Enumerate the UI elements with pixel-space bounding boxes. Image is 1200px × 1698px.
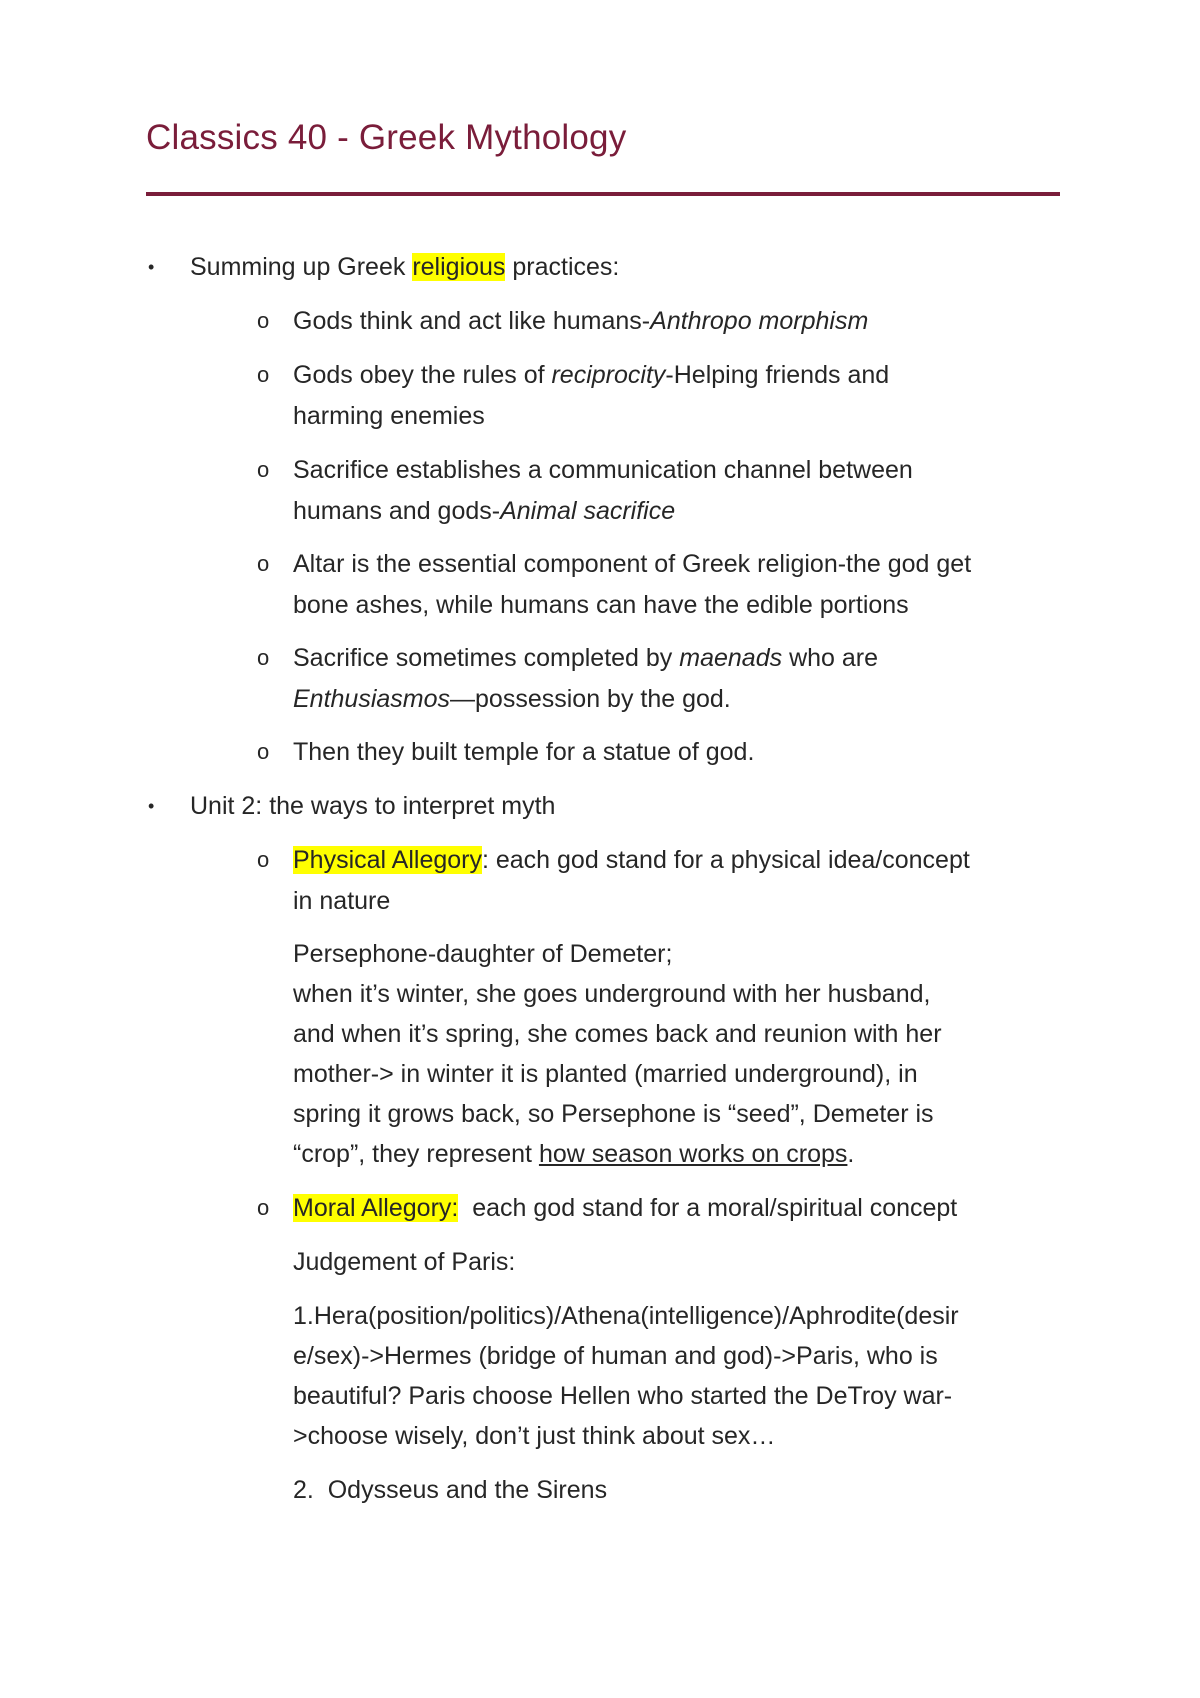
list-item: Physical Allegory: each god stand for a physical idea/concept [293, 846, 970, 874]
list-item-continuation: bone ashes, while humans can have the edible portions [293, 591, 909, 619]
paragraph-line: 1.Hera(position/politics)/Athena(intelligence)/Aphrodite(desir [293, 1302, 959, 1330]
paragraph-line: and when it’s spring, she comes back and reunion with her [293, 1020, 942, 1048]
paragraph-line: when it’s winter, she goes underground with her husband, [293, 980, 931, 1008]
bullet-marker: • [148, 257, 155, 277]
sub-bullet-marker: o [257, 551, 270, 576]
paragraph-line: 2. Odysseus and the Sirens [293, 1476, 608, 1504]
list-item-continuation: in nature [293, 887, 391, 915]
list-item-continuation: harming enemies [293, 402, 485, 430]
highlight-moral-allegory: Moral Allegory: [293, 1194, 459, 1222]
highlight-religious: religious [412, 253, 506, 281]
document-title: Classics 40 - Greek Mythology [146, 118, 627, 157]
list-item: Then they built temple for a statue of god. [293, 738, 755, 766]
list-item: Sacrifice sometimes completed by maenads who are [293, 644, 879, 672]
sub-bullet-marker: o [257, 308, 270, 333]
sub-bullet-marker: o [257, 739, 270, 764]
bullet-marker: • [148, 796, 155, 816]
paragraph-line: Persephone-daughter of Demeter; [293, 940, 673, 968]
sub-bullet-marker: o [257, 1195, 270, 1220]
underlined-phrase: how season works on crops [538, 1140, 848, 1168]
paragraph-line: “crop”, they represent how season works on crops. [293, 1140, 855, 1168]
paragraph-line: mother-> in winter it is planted (married underground), in [293, 1060, 918, 1088]
paragraph-line: >choose wisely, don’t just think about sex… [293, 1422, 776, 1450]
list-item: Sacrifice establishes a communication channel between [293, 456, 913, 484]
sub-bullet-marker: o [257, 847, 270, 872]
list-item: Gods think and act like humans-Anthropo morphism [293, 307, 869, 335]
paragraph-line: beautiful? Paris choose Hellen who started the DeTroy war- [293, 1382, 953, 1410]
sub-bullet-marker: o [257, 645, 270, 670]
sub-bullet-marker: o [257, 362, 270, 387]
title-divider [146, 192, 1060, 196]
section-interpret-myth: Unit 2: the ways to interpret myth [190, 792, 556, 820]
highlight-physical-allegory: Physical Allegory [293, 846, 482, 874]
list-item: Altar is the essential component of Greek religion-the god get [293, 550, 972, 578]
paragraph-line: spring it grows back, so Persephone is “seed”, Demeter is [293, 1100, 934, 1128]
sub-bullet-marker: o [257, 457, 270, 482]
paragraph-line: Judgement of Paris: [293, 1248, 516, 1276]
paragraph-line: e/sex)->Hermes (bridge of human and god)->Paris, who is [293, 1342, 938, 1370]
list-item-continuation: Enthusiasmos—possession by the god. [293, 685, 731, 713]
list-item: Gods obey the rules of reciprocity-Helping friends and [293, 361, 890, 389]
list-item: Moral Allegory: each god stand for a moral/spiritual concept [293, 1194, 958, 1222]
list-item-continuation: humans and gods-Animal sacrifice [293, 497, 676, 525]
section-religious-practices: Summing up Greek religious practices: [190, 253, 620, 281]
